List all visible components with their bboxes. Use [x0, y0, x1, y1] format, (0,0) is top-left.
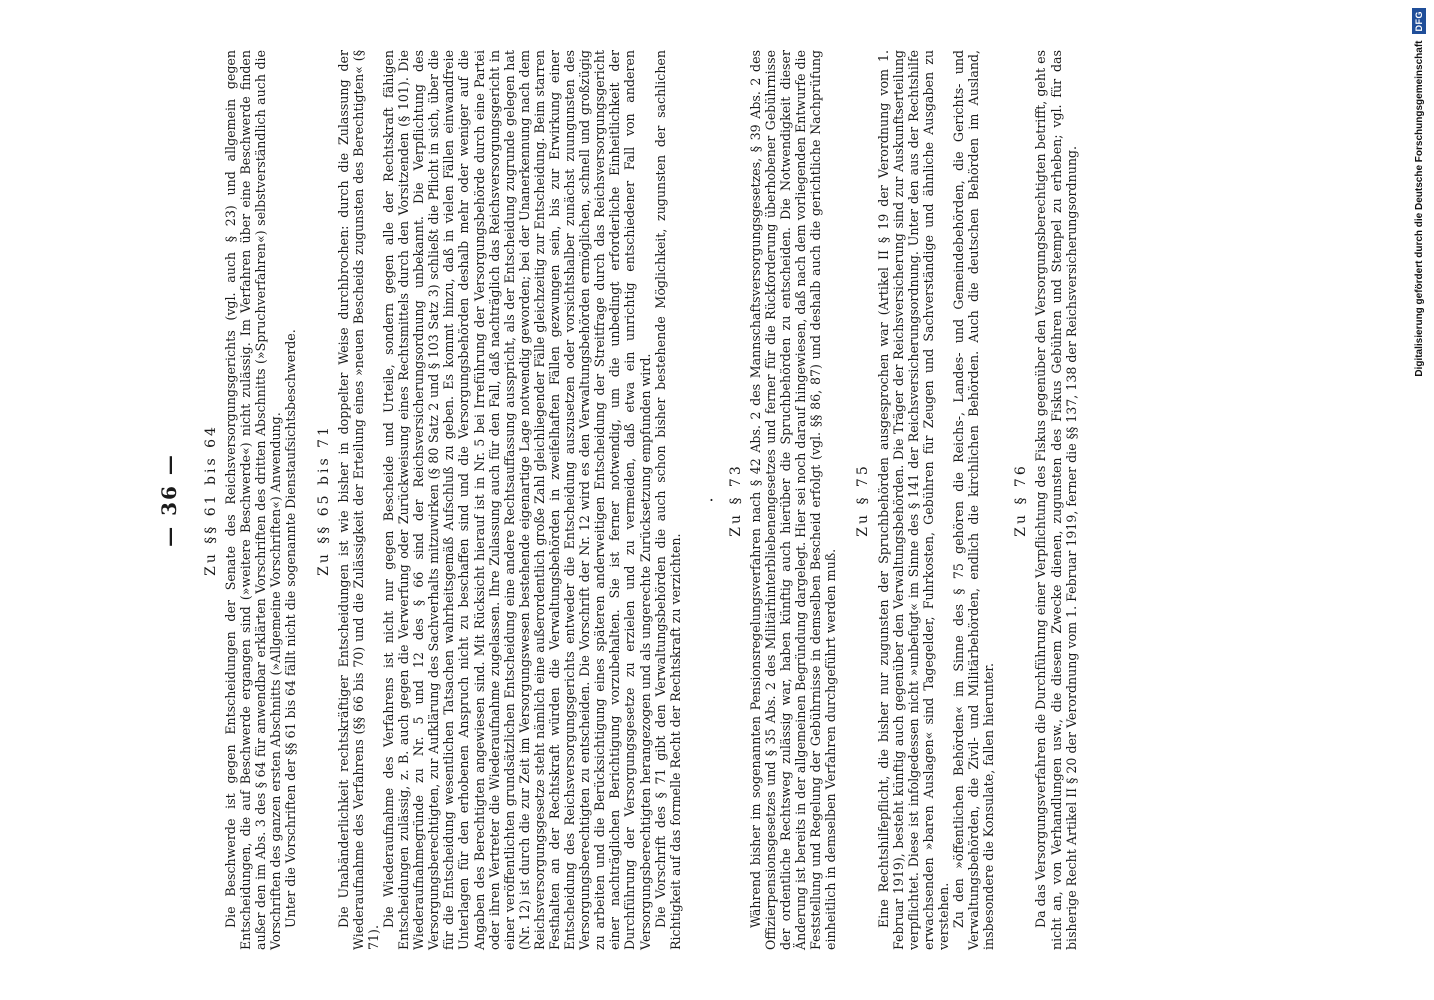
section-76 — [1014, 50, 1078, 950]
paragraph: Unter die Vorschriften der §§ 61 bis 64 fällt nicht die sogenannte Dienstaufsichtsbeschwerde. — [283, 329, 299, 928]
paragraph: Während bisher im sogenannten Pensionsregelungsverfahren nach § 42 Abs. 2 des Mannschaftsversorgungsgesetzes, § 39 Abs. 2 des Offizierpensionsgesetzes und § 35 Abs. 2 des Militärhinterbliebenengesetzes und ferner für die Rückforderung überhobener Gebührnisse der ordentliche Rechtsweg zulässig war, haben künftig auch hierüber die Spruchbehörden zu entscheiden. Die Notwendigkeit dieser Änderung ist bereits in der allgemeinen Begründung dargelegt. Hier sei noch darauf hingewiesen, daß nach dem vorliegenden Entwurfe die Feststellung und Regelung der Gebührnisse in demselben Bescheid erfolgt (vgl. §§ 86, 87) und deshalb auch die gerichtliche Nachprüfung einheitlich in demselben Verfahren durchgeführt werden muß. — [747, 50, 839, 950]
paragraph: Die Vorschrift des § 71 gibt den Verwaltungsbehörden die auch schon bisher bestehende Möglichkeit, zugunsten der sachlichen Richtigkeit auf das formelle Recht der Rechtskraft zu verzichten. — [652, 50, 683, 950]
paragraph: Zu den »öffentlichen Behörden« im Sinne des § 75 gehören die Reichs-, Landes- und Gemeindebehörden, die Gerichts- und Verwaltungsbehörden, die Zivil- und Militärbehörden, endlich die kirchlichen Behörden. Auch die deutschen Behörden im Ausland, insbesondere die Konsulate, fallen hierunter. — [951, 50, 997, 950]
section-65-71 — [317, 50, 683, 950]
paragraph: Die Beschwerde ist gegen Entscheidungen der Senate des Reichsversorgungsgerichts (vgl. auch § 23) und allgemein gegen Entscheidungen, die auf Beschwerde ergangen sind (»weitere Beschwerde«) nicht zulässig. Im Verfahren über eine Beschwerde finden außer den im Abs. 3 des § 64 für anwendbar erklärten Vorschriften des dritten Abschnitts (»Spruchverfahren«) selbstverständlich auch die Vorschriften des ganzen ersten Abschnitts (»Allgemeine Vorschriften«) Anwendung. — [223, 50, 284, 950]
section-heading: Zu §§ 65 bis 71 — [315, 424, 332, 576]
section-heading: Zu § 73 — [727, 463, 744, 537]
section-heading: Zu § 75 — [855, 463, 872, 537]
section-73 — [729, 50, 839, 950]
section-75 — [856, 50, 996, 950]
page-number: — 36 — — [157, 453, 181, 547]
section-61-64 — [204, 50, 299, 950]
credit-line — [1405, 0, 1433, 1000]
paragraph: Da das Versorgungsverfahren die Durchführung einer Verpflichtung des Fiskus gegenüber den Versorgungsberechtigten betrifft, geht es nicht an, von Verhandlungen usw., die diesem Zwecke dienen, zugunsten des Fiskus Gebühren und Stempel zu erheben; vgl. für das bisherige Recht Artikel II § 20 der Verordnung vom 1. Februar 1919, ferner die §§ 137, 138 der Reichsversicherungsordnung. — [1033, 50, 1079, 950]
section-heading: Zu § 76 — [1013, 463, 1030, 537]
credit-text: Digitalisierung gefördert durch die Deutsche Forschungsgemeinschaft — [1413, 40, 1425, 377]
paragraph: Die Wiederaufnahme des Verfahrens ist nicht nur gegen Bescheide und Urteile, sondern gegen alle der Rechtskraft fähigen Entscheidungen zulässig, z. B. auch gegen die Verwerfung oder Zurückweisung eines Rechtsmittels durch den Vorsitzenden (§ 101). Die Wiederaufnahmegründe zu Nr. 5 und 12 des § 66 sind der Reichsversicherungsordnung unbekannt. Die Verpflichtung des Versorgungsberechtigten, zur Aufklärung des Sachverhalts mitzuwirken (§ 80 Satz 2 und § 103 Satz 3) schließt die Pflicht in sich, über die für die Entscheidung wesentlichen Tatsachen wahrheitsgemäß Aufschluß zu geben. Es kommt hinzu, daß in vielen Fällen einwandfreie Unterlagen für den erhobenen Anspruch nicht zu beschaffen sind und die Versorgungsbehörden deshalb mehr oder weniger auf die Angaben des Berechtigten angewiesen sind. Mit Rücksicht hierauf ist in Nr. 5 bei Irreführung der Versorgungsbehörde durch eine Partei oder ihren Vertreter die Wiederaufnahme zugelassen. Ihre Zulassung auch für den Fall, daß nachträglich das Reichsversorgungsgericht in einer veröffentlichten grundsätzlichen Entscheidung eine andere Rechtsauffassung ausspricht, als der Entscheidung zugrunde gelegen hat (Nr. 12) ist durch die zur Zeit im Versorgungswesen bestehende eigenartige Lage notwendig geworden; bei der Unanerkennung nach dem Reichsversorgungsgesetze steht nämlich eine außerordentlich große Zahl gleichliegender Fälle gleichzeitig zur Entscheidung. Beim starren Festhalten an der Rechtskraft würden die Verwaltungsbehörden in zweifelhaften Fällen gezwungen sein, bis zur Erwirkung einer Entscheidung des Reichsversorgungsgerichts entweder die Entscheidung auszusetzen oder vorsichtshalber zunächst zuungunsten des Versorgungsberechtigten zu entscheiden. Die Vorschrift der Nr. 12 wird es den Verwaltungsbehörden ermöglichen, schnell und großzügig zu arbeiten und die Berücksichtigung eines späteren anderweitigen Entscheidung der Streitfrage durch das Reichsversorgungsgericht einer nachträglichen Berichtigung vorzubehalten. Sie ist ferner notwendig, um die unbedingt erforderliche Einheitlichkeit der Durchführung der Versorgungsgesetze zu erzielen und zu vermeiden, daß etwa ein unrichtig entschiedener Fall von anderen Versorgungsberechtigten herangezogen und als ungerechte Zurücksetzung empfunden wird. — [380, 50, 653, 950]
paragraph: Eine Rechtshilfepflicht, die bisher nur zugunsten der Spruchbehörden ausgesprochen war (Artikel II § 19 der Verordnung vom 1. Februar 1919), besteht künftig auch gegenüber den Verwaltungsbehörden. Die Träger der Reichsversicherung sind zur Auskunftserteilung verpflichtet. Diese ist infolgedessen nicht »unbefugt« im Sinne des § 141 der Reichsversicherungsordnung. Unter den aus der Rechtshilfe erwachsenden »baren Auslagen« sind Tagegelder, Fuhrkosten, Gebühren für Zeugen und Sachverständige und ähnliche Ausgaben zu verstehen. — [875, 50, 951, 950]
section-heading: Zu §§ 61 bis 64 — [203, 424, 219, 576]
dfg-logo: DFG — [1412, 8, 1426, 35]
separator-dot: · — [701, 497, 721, 503]
paragraph: Die Unabänderlichkeit rechtskräftiger Entscheidungen ist wie bisher in doppelter Weise durchbrochen: durch die Zulassung der Wiederaufnahme des Verfahrens (§§ 66 bis 70) und die Zulässigkeit der Erteilung eines »neuen Bescheids zugunsten des Berechtigten« (§ 71). — [335, 50, 381, 950]
document-page — [122, 20, 1312, 980]
digitization-credit-strip — [1404, 0, 1434, 1000]
